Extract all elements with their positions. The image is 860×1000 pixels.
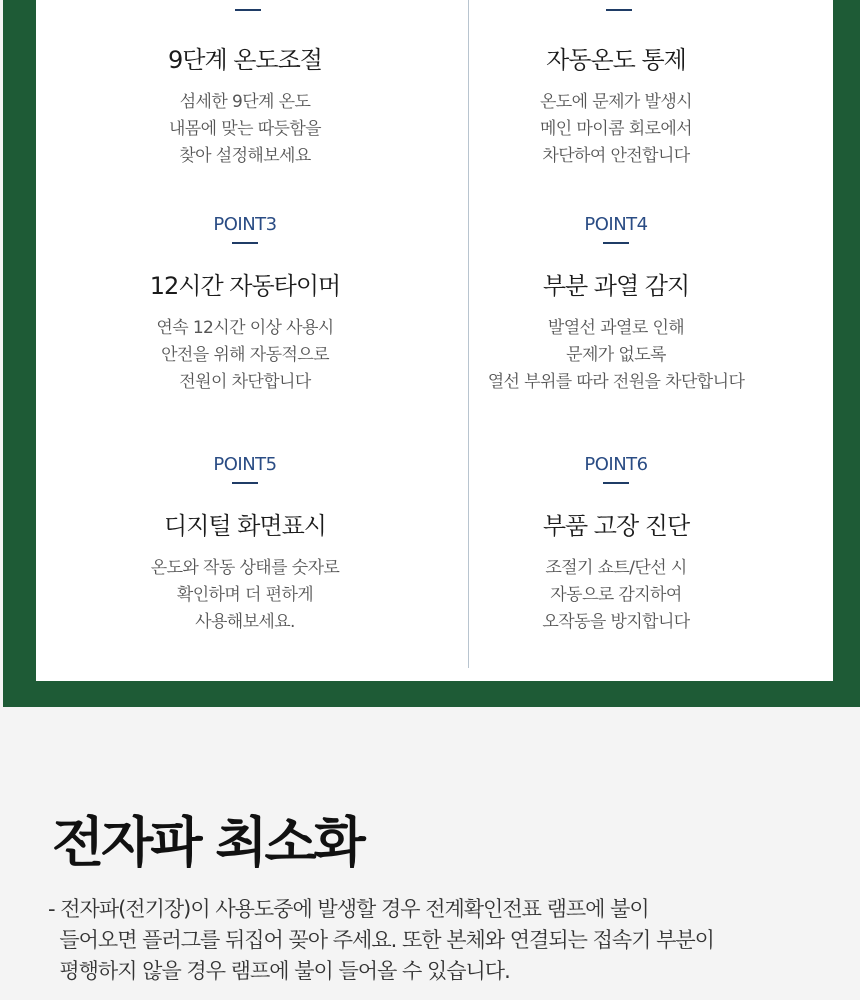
feature-description	[421, 315, 811, 396]
point-label: POINT4	[584, 214, 648, 235]
feature-desc-line: 확인하며 더 편하게	[176, 585, 314, 605]
point-label: POINT3	[213, 214, 277, 235]
feature-title: 부분 과열 감지	[542, 272, 690, 300]
feature-desc-line: 발열선 과열로 인해	[547, 318, 685, 338]
notice-line: - 전자파(전기장)이 사용도중에 발생할 경우 전계확인전표 램프에 불이	[48, 897, 649, 921]
point-label: POINT6	[584, 454, 648, 475]
feature-desc-line: 차단하여 안전합니다	[542, 146, 690, 166]
feature-desc-line: 온도에 문제가 발생시	[539, 92, 692, 112]
feature-desc-line: 문제가 없도록	[566, 345, 666, 365]
feature-title: 부품 고장 진단	[542, 512, 690, 540]
feature-title: 자동온도 통제	[546, 46, 686, 74]
feature-title: 12시간 자동타이머	[149, 272, 341, 300]
feature-desc-line: 메인 마이콤 회로에서	[539, 119, 692, 139]
feature-desc-line: 사용해보세요.	[195, 612, 295, 632]
feature-desc-line: 열선 부위를 따라 전원을 차단합니다	[487, 372, 745, 392]
point-divider-dash	[235, 9, 261, 11]
feature-description	[50, 555, 440, 636]
point-label: POINT5	[213, 454, 277, 475]
feature-desc-line: 전원이 차단합니다	[179, 372, 311, 392]
feature-description	[50, 315, 440, 396]
point-divider-dash	[603, 482, 629, 484]
feature-description	[421, 555, 811, 636]
feature-desc-line: 섬세한 9단계 온도	[179, 92, 311, 112]
notice-line: 평행하지 않을 경우 램프에 불이 들어올 수 있습니다.	[48, 959, 510, 983]
feature-description	[50, 89, 440, 170]
notice-line: 들어오면 플러그를 뒤집어 꽂아 주세요. 또한 본체와 연결되는 접속기 부분이	[48, 928, 714, 952]
feature-title: 9단계 온도조절	[167, 46, 322, 74]
feature-desc-line: 오작동을 방지합니다	[542, 612, 690, 632]
feature-desc-line: 조절기 쇼트/단선 시	[545, 558, 687, 578]
emf-notice	[48, 894, 838, 987]
feature-desc-line: 찾아 설정해보세요	[179, 146, 311, 166]
feature-description	[421, 89, 811, 170]
point-divider-dash	[232, 242, 258, 244]
point-divider-dash	[606, 9, 632, 11]
point-divider-dash	[232, 482, 258, 484]
section-title: 전자파 최소화	[52, 811, 363, 874]
feature-desc-line: 내몸에 맞는 따듯함을	[168, 119, 321, 139]
feature-title: 디지털 화면표시	[164, 512, 326, 540]
feature-desc-line: 온도와 작동 상태를 숫자로	[150, 558, 340, 578]
feature-desc-line: 안전을 위해 자동적으로	[161, 345, 329, 365]
feature-desc-line: 연속 12시간 이상 사용시	[156, 318, 334, 338]
point-divider-dash	[603, 242, 629, 244]
feature-panel	[36, 0, 833, 681]
feature-desc-line: 자동으로 감지하여	[550, 585, 682, 605]
